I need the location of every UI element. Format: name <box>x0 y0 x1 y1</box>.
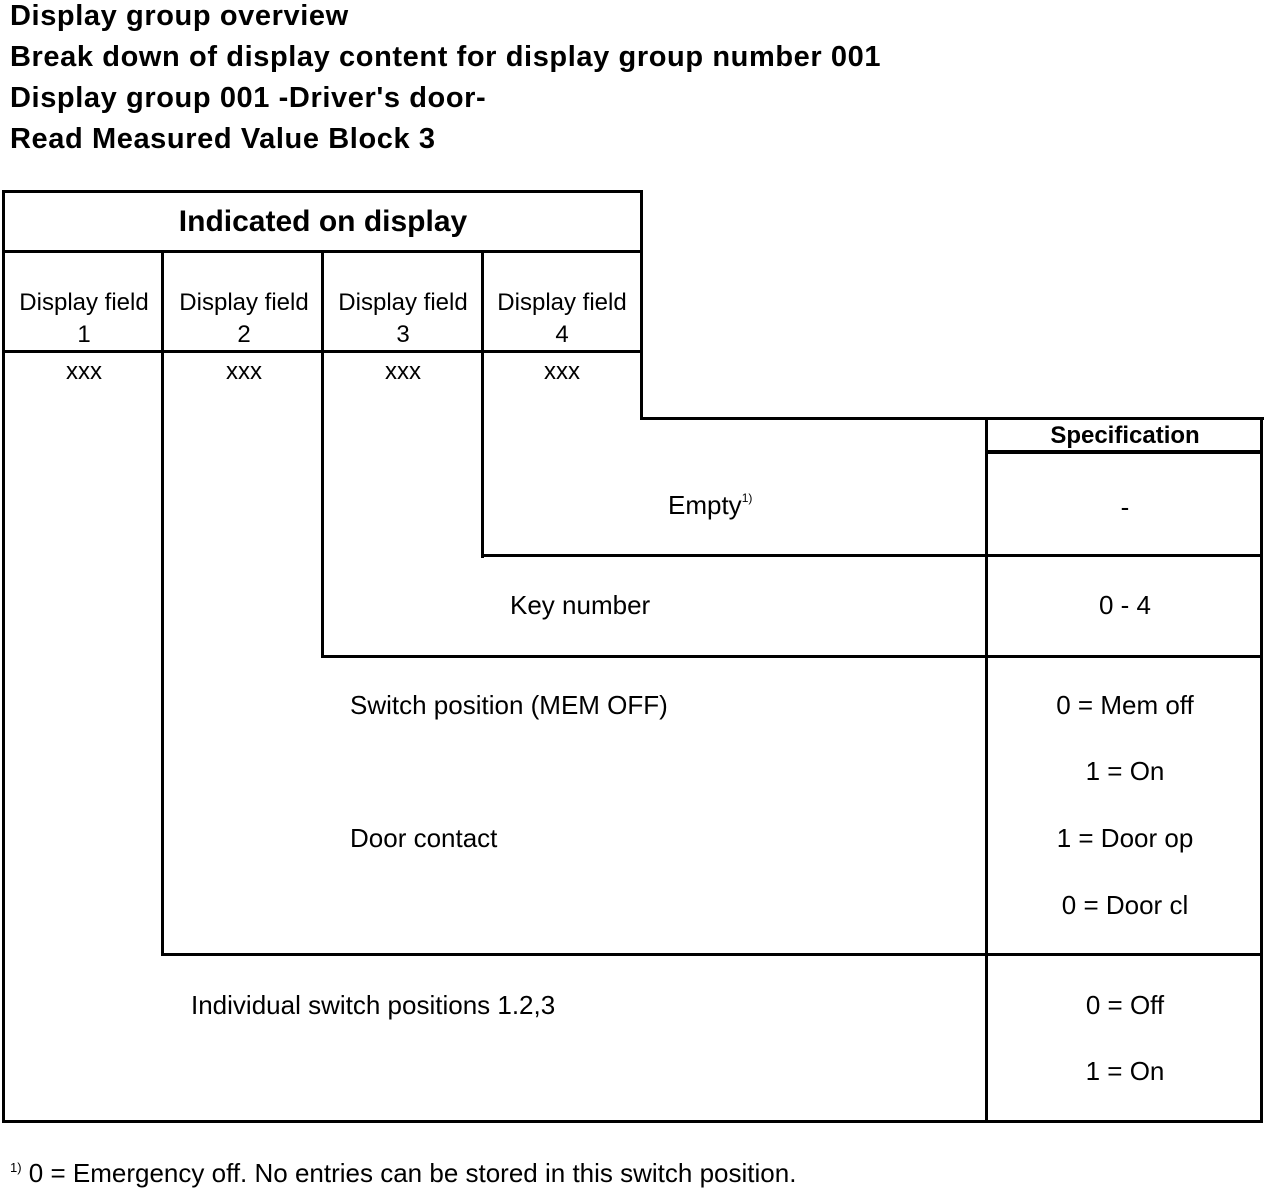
breakdown-title: Break down of display content for display group number 001 <box>10 41 882 73</box>
display-group-title: Display group 001 -Driver's door- <box>10 82 487 114</box>
individual-switch-spec-1: 1 = On <box>1085 1056 1165 1086</box>
door-contact-label: Door contact <box>350 823 498 853</box>
footnote-text: 0 = Emergency off. No entries can be stored in this switch position. <box>28 1158 797 1188</box>
display-field-3-label: Display field <box>338 289 468 316</box>
measured-value-block-title: Read Measured Value Block 3 <box>10 123 436 155</box>
display-field-3-value: xxx <box>385 358 421 385</box>
switch-position-spec-0: 0 = Mem off <box>1056 690 1194 720</box>
overview-title: Display group overview <box>10 0 349 32</box>
display-field-1-number: 1 <box>77 321 91 348</box>
display-field-4-value: xxx <box>544 358 580 385</box>
display-field-2-value: xxx <box>226 358 262 385</box>
footnote <box>10 1160 796 1186</box>
door-contact-spec-1: 0 = Door cl <box>1061 890 1189 920</box>
key-number-label: Key number <box>510 590 651 620</box>
individual-switch-spec-0: 0 = Off <box>1085 990 1165 1020</box>
indicated-on-display-header: Indicated on display <box>178 205 468 238</box>
display-field-3-number: 3 <box>396 321 410 348</box>
display-field-2-label: Display field <box>179 289 309 316</box>
individual-switch-label: Individual switch positions 1.2,3 <box>191 990 556 1020</box>
display-field-4-label: Display field <box>497 289 627 316</box>
switch-position-label: Switch position (MEM OFF) <box>350 690 668 720</box>
display-field-1-value: xxx <box>66 358 102 385</box>
switch-position-spec-1: 1 = On <box>1085 756 1165 786</box>
footnote-reference: 1) <box>741 491 753 505</box>
display-field-4-number: 4 <box>555 321 569 348</box>
door-contact-spec-0: 1 = Door op <box>1056 823 1194 853</box>
specification-header: Specification <box>1050 422 1200 449</box>
display-field-1-label: Display field <box>19 289 149 316</box>
empty-label: Empty$^{1)}$ <box>668 490 753 520</box>
display-field-2-number: 2 <box>237 321 251 348</box>
empty-spec: - <box>1120 492 1130 522</box>
key-number-spec: 0 - 4 <box>1098 590 1152 620</box>
footnote-marker: 1) <box>10 1160 22 1175</box>
